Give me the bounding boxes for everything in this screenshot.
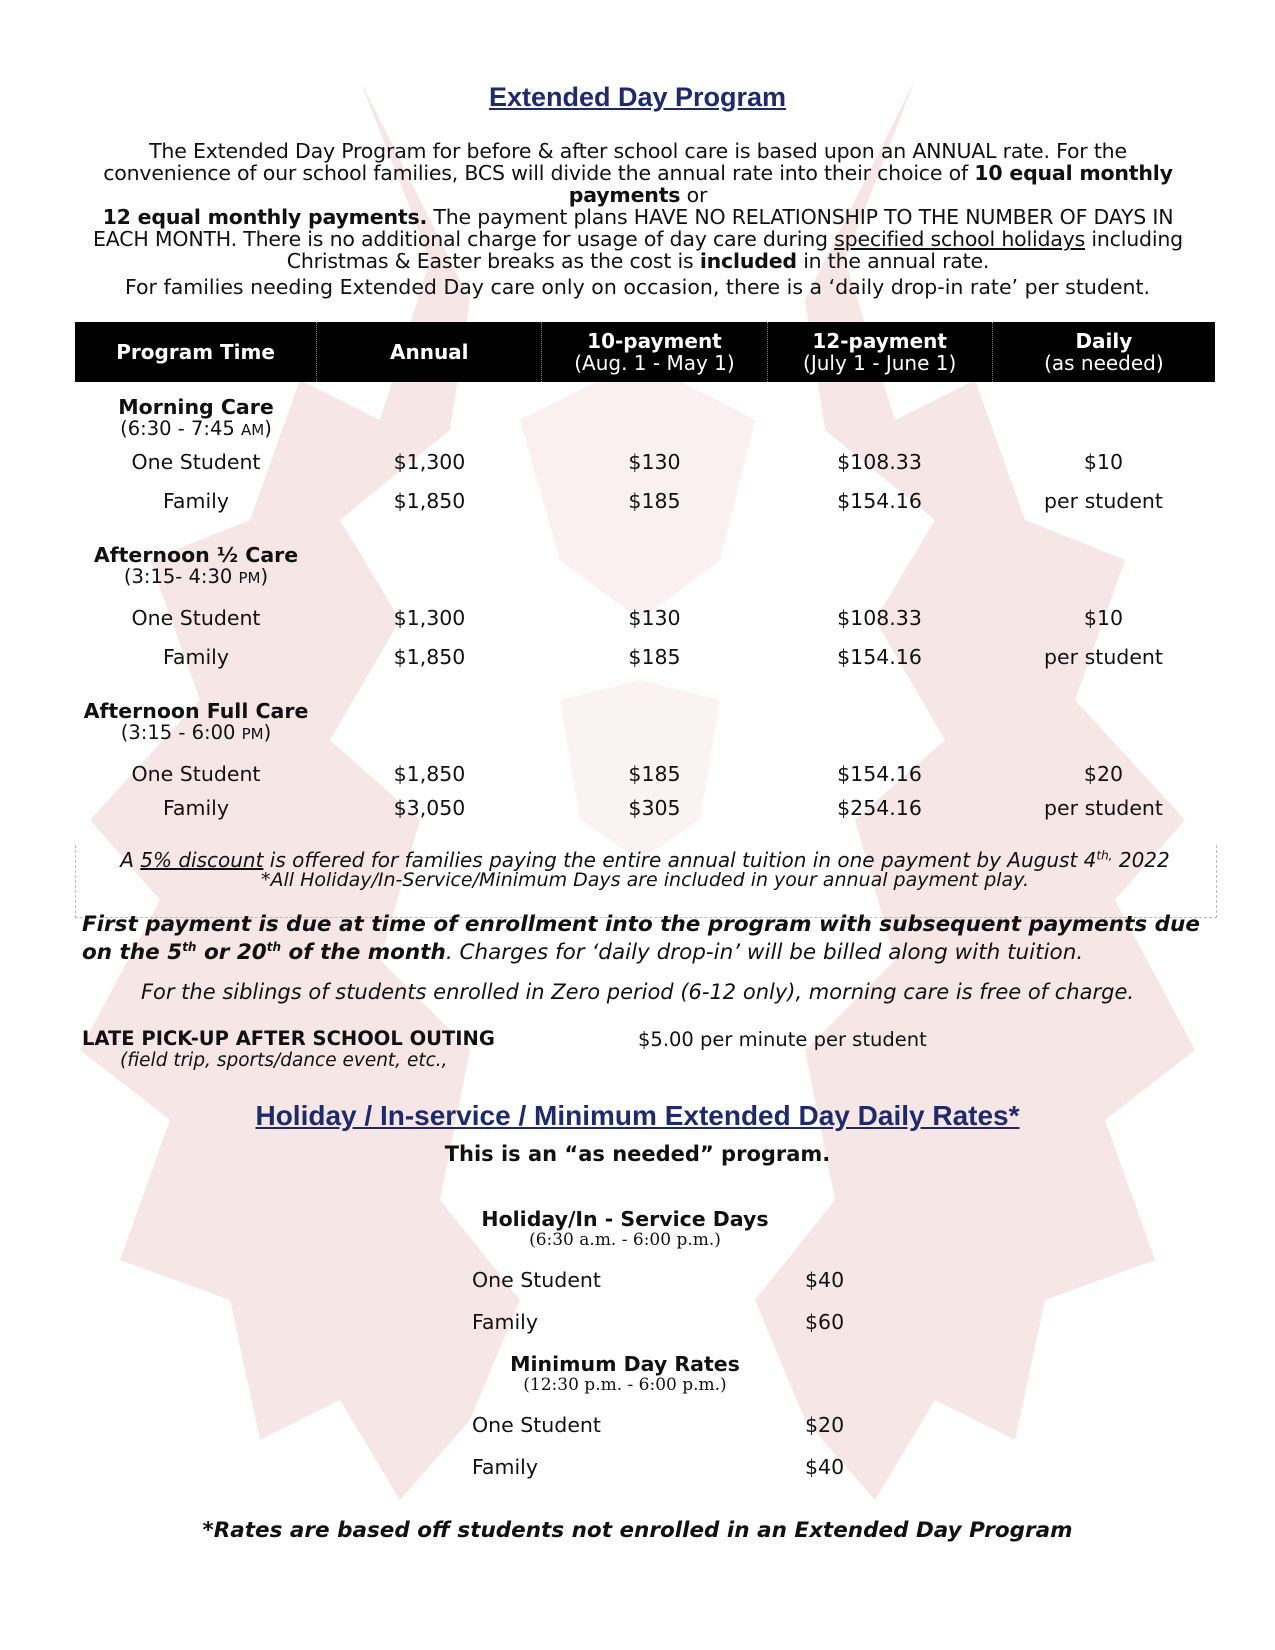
late-pickup-rate: $5.00 per minute per student (638, 1028, 927, 1051)
dropin-note: For families needing Extended Day care only on occasion, there is a ‘daily drop-in rate’ per student. (124, 275, 1151, 299)
section-morning-care-time: (6:30 - 7:45 AM) (120, 417, 272, 440)
table-cell-10-payment: $185 (628, 762, 681, 786)
table-cell-daily: per student (1044, 489, 1163, 513)
table-cell-10-payment: $130 (628, 606, 681, 630)
table-cell-12-payment: $154.16 (837, 489, 922, 513)
table-cell-10-payment: $130 (628, 450, 681, 474)
holiday-row-label: Family (472, 1310, 538, 1334)
header-12-payment: 12-payment (July 1 - June 1) (768, 322, 993, 382)
minimum-day-title: Minimum Day Rates (510, 1352, 740, 1376)
minimum-row-label: One Student (472, 1413, 601, 1437)
discount-note: A 5% discount is offered for families paying the entire annual tuition in one payment by August $4^{th,}$ 2022 (120, 848, 1170, 872)
table-cell-12-payment: $108.33 (837, 606, 922, 630)
header-program-time: Program Time (75, 322, 317, 382)
table-row-label: One Student (131, 762, 261, 786)
table-row-label: Family (163, 645, 229, 669)
table-row-label: Family (163, 796, 229, 820)
minimum-row-value: $40 (805, 1455, 845, 1479)
rates-table-header (75, 322, 1215, 382)
minimum-row-value: $20 (805, 1413, 845, 1437)
late-pickup-label: LATE PICK-UP AFTER SCHOOL OUTING (82, 1027, 495, 1050)
footer-note: *Rates are based off students not enrolled in an Extended Day Program (202, 1518, 1073, 1543)
table-cell-12-payment: $154.16 (837, 762, 922, 786)
holiday-rates-heading: Holiday / In-service / Minimum Extended Day Daily Rates* (255, 1100, 1020, 1131)
section-afternoon-full-care-title: Afternoon Full Care (83, 699, 309, 723)
table-cell-annual: $3,050 (393, 796, 466, 820)
minimum-day-time: (12:30 p.m. - 6:00 p.m.) (523, 1375, 727, 1395)
table-cell-10-payment: $185 (628, 489, 681, 513)
header-daily: Daily (as needed) (1044, 329, 1164, 375)
holiday-row-label: One Student (472, 1268, 601, 1292)
table-row-label: One Student (131, 606, 261, 630)
table-cell-daily: $10 (1083, 606, 1124, 630)
holiday-row-value: $40 (805, 1268, 845, 1292)
table-row-label: One Student (131, 450, 261, 474)
section-morning-care-title: Morning Care (118, 395, 274, 419)
table-cell-12-payment: $254.16 (837, 796, 922, 820)
table-cell-annual: $1,850 (393, 762, 466, 786)
holiday-row-value: $60 (805, 1310, 845, 1334)
siblings-note: For the siblings of students enrolled in Zero period (6-12 only), morning care is free of charge. (140, 980, 1135, 1004)
included-days-note: *All Holiday/In-Service/Minimum Days are included in your annual payment play. (260, 869, 1030, 891)
first-payment-note: First payment is due at time of enrollment into the program with subsequent payments due on the 5th or 20th of the month. Charges for ‘daily drop-in’ will be billed along with tuition. (82, 912, 1200, 966)
table-cell-annual: $1,850 (393, 645, 466, 669)
table-row-label: Family (163, 489, 229, 513)
intro-paragraph: The Extended Day Program for before & after school care is based upon an ANNUAL rate. For the convenience of our school families, BCS will divide the annual rate into their choice of 10 equal monthly payments or 12 equal monthly payments. The payment plans HAVE NO RELATIONSHIP TO THE NUMBER OF DAYS IN EACH MONTH. There is no additional charge for usage of day care during specified school holidays including Christmas & Easter breaks as the cost is included in the annual rate. (93, 139, 1183, 273)
table-cell-daily: $20 (1083, 762, 1124, 786)
minimum-row-label: Family (472, 1455, 538, 1479)
table-cell-12-payment: $108.33 (837, 450, 922, 474)
section-afternoon-half-care-title: Afternoon ½ Care (93, 543, 299, 567)
table-cell-daily: per student (1044, 796, 1163, 820)
table-cell-daily: per student (1044, 645, 1163, 669)
table-cell-annual: $1,300 (393, 450, 466, 474)
table-cell-annual: $1,850 (393, 489, 466, 513)
section-afternoon-full-care-time: (3:15 - 6:00 PM) (120, 721, 272, 744)
table-cell-daily: $10 (1083, 450, 1124, 474)
table-cell-10-payment: $185 (628, 645, 681, 669)
as-needed-note: This is an “as needed” program. (444, 1142, 831, 1166)
late-pickup-subtext: (field trip, sports/dance event, etc., (120, 1050, 448, 1071)
page-title: Extended Day Program (488, 82, 787, 112)
header-annual: Annual (317, 322, 542, 382)
header-10-payment: 10-payment (Aug. 1 - May 1) (542, 322, 767, 382)
holiday-days-time: (6:30 a.m. - 6:00 p.m.) (529, 1230, 721, 1250)
table-cell-12-payment: $154.16 (837, 645, 922, 669)
section-afternoon-half-care-time: (3:15- 4:30 PM) (123, 565, 269, 588)
table-cell-10-payment: $305 (628, 796, 681, 820)
table-cell-annual: $1,300 (393, 606, 466, 630)
holiday-days-title: Holiday/In - Service Days (481, 1207, 769, 1231)
